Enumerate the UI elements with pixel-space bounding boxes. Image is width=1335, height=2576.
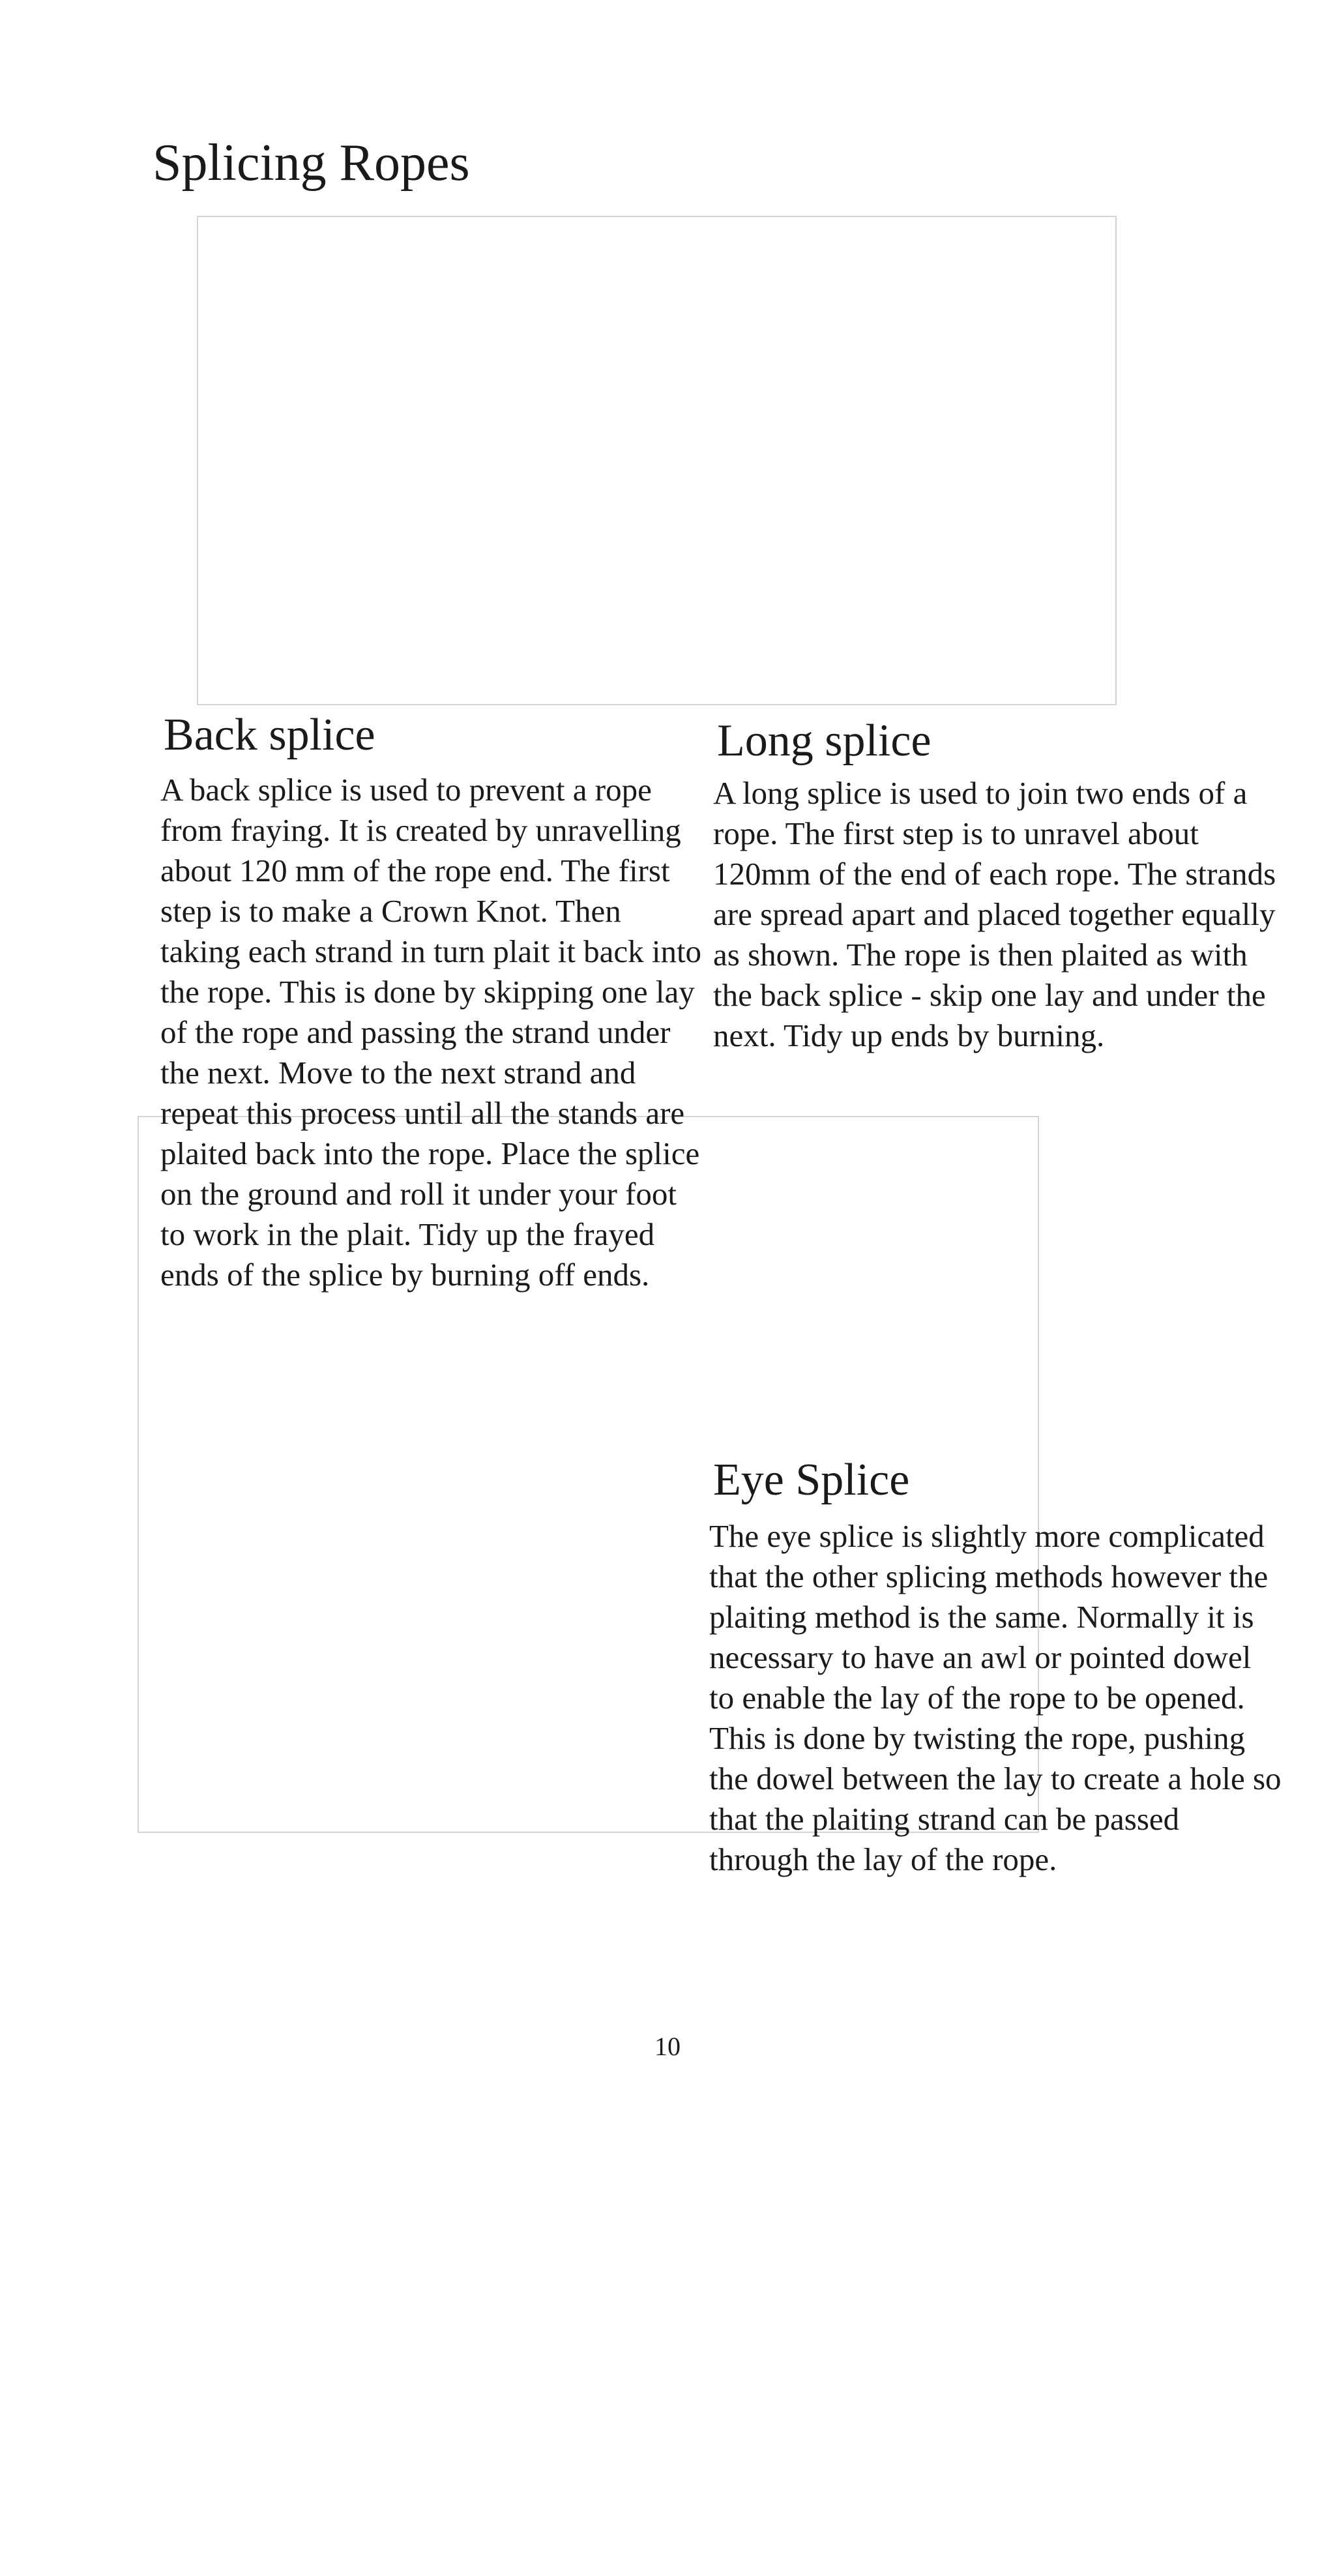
eye-splice-heading: Eye Splice bbox=[713, 1455, 910, 1505]
page-title: Splicing Ropes bbox=[153, 134, 470, 192]
back-splice-heading: Back splice bbox=[164, 710, 375, 760]
long-splice-heading: Long splice bbox=[717, 716, 932, 766]
long-splice-text: A long splice is used to join two ends of a rope. The first step is to unravel about 120mm of the end of each rope. The strands are spread apart and placed together equally as shown. The rope is then plaited as with the back splice - skip one lay and under the next. Tidy up ends by burning. bbox=[713, 775, 1276, 1053]
page-number: 10 bbox=[654, 2032, 681, 2061]
image-placeholder-top bbox=[197, 216, 1117, 705]
back-splice-text: A back splice is used to prevent a rope from fraying. It is created by unravelling about 120 mm of the rope end. The first step is to make a Crown Knot. Then taking each strand in turn plait it back into the rope. This is done by skipping one lay of the rope and passing the strand under the next. Move to the next strand and repeat this process until all the stands are plaited back into the rope. Place the splice on the ground and roll it under your foot to work in the plait. Tidy up the frayed ends of the splice by burning off ends. bbox=[160, 772, 702, 1293]
eye-splice-text: The eye splice is slightly more complicated that the other splicing methods however the plaiting method is the same. Normally it is necessary to have an awl or pointed dowel to enable the lay of the rope to be opened. This is done by twisting the rope, pushing the dowel between the lay to create a hole so that the plaiting strand can be passed through the lay of the rope. bbox=[709, 1518, 1282, 1877]
